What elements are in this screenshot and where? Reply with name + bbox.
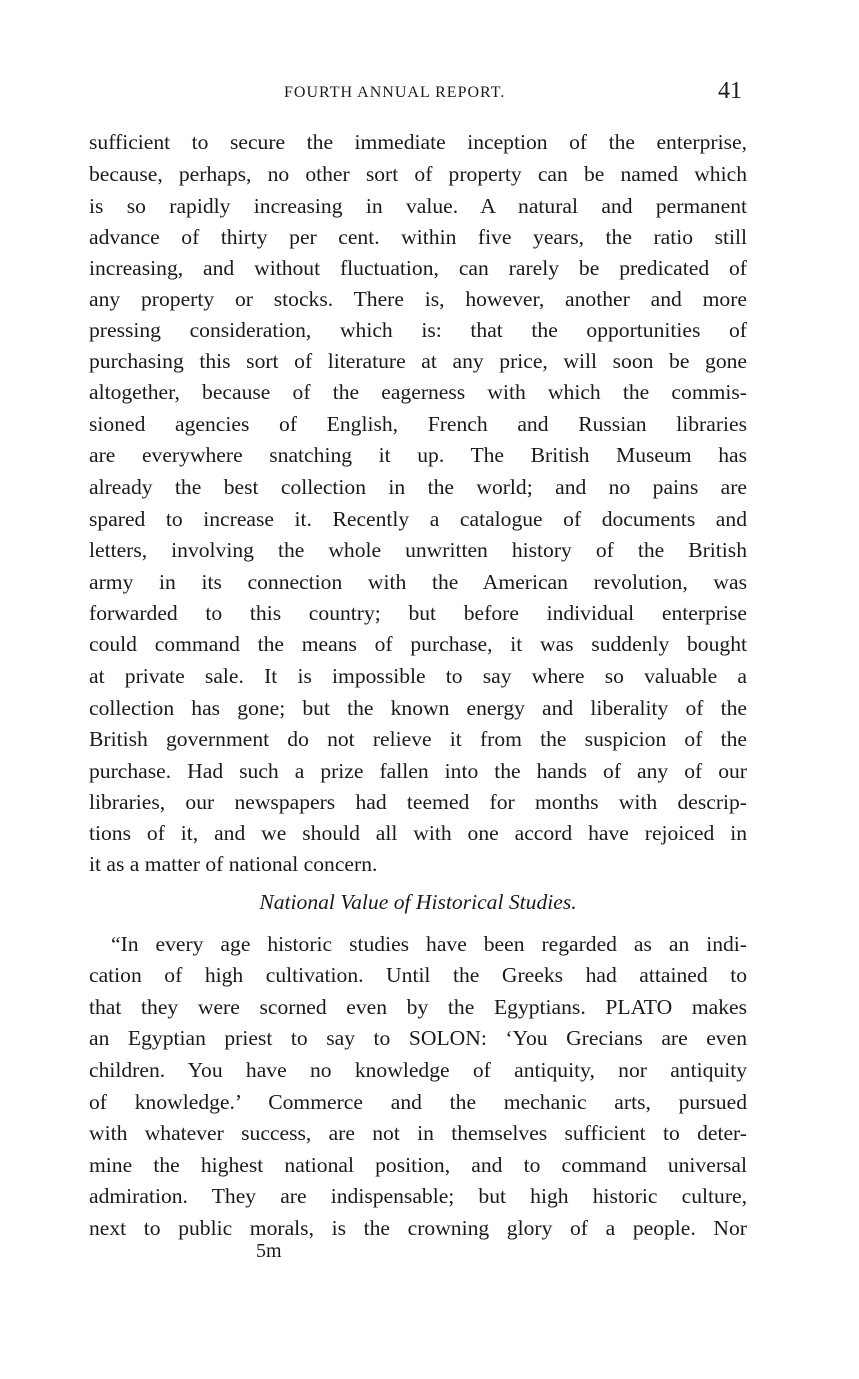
text-line: “In every age historic studies have been regarded as an indi- <box>111 932 747 956</box>
text-line: next to public morals, is the crowning glory of a people. Nor <box>89 1216 747 1240</box>
text-line: already the best collection in the world; and no pains are <box>89 475 747 499</box>
text-line: army in its connection with the American revolution, was <box>89 570 747 594</box>
text-line: it as a matter of national concern. <box>89 852 378 876</box>
running-head: FOURTH ANNUAL REPORT. <box>284 84 506 101</box>
text-line: spared to increase it. Recently a catalogue of documents and <box>89 507 747 531</box>
text-line: British government do not relieve it from the suspicion of the <box>89 727 747 751</box>
text-line: an Egyptian priest to say to SOLON: ‘You Grecians are even <box>89 1026 747 1050</box>
text-line: collection has gone; but the known energy and liberality of the <box>89 696 747 720</box>
text-line: that they were scorned even by the Egyptians. PLATO makes <box>89 995 747 1019</box>
text-line: with whatever success, are not in themselves sufficient to deter- <box>89 1121 747 1145</box>
text-line: of knowledge.’ Commerce and the mechanic arts, pursued <box>89 1090 747 1114</box>
text-line: cation of high cultivation. Until the Greeks had attained to <box>89 963 747 987</box>
text-line: sufficient to secure the immediate inception of the enterprise, <box>89 130 747 154</box>
text-line: altogether, because of the eagerness with which the commis- <box>89 380 747 404</box>
text-line: forwarded to this country; but before individual enterprise <box>89 601 747 625</box>
text-line: because, perhaps, no other sort of property can be named which <box>89 162 747 186</box>
text-line: admiration. They are indispensable; but high historic culture, <box>89 1184 747 1208</box>
text-line: sioned agencies of English, French and Russian libraries <box>89 412 747 436</box>
text-line: children. You have no knowledge of antiquity, nor antiquity <box>89 1058 747 1082</box>
text-line: advance of thirty per cent. within five years, the ratio still <box>89 225 747 249</box>
text-line: purchasing this sort of literature at any price, will soon be gone <box>89 349 747 373</box>
text-line: pressing consideration, which is: that the opportunities of <box>89 318 747 342</box>
text-line: is so rapidly increasing in value. A natural and permanent <box>89 194 747 218</box>
section-heading: National Value of Historical Studies. <box>259 890 577 914</box>
text-line: libraries, our newspapers had teemed for months with descrip- <box>89 790 747 814</box>
signature-mark: 5m <box>256 1240 282 1262</box>
text-line: mine the highest national position, and to command universal <box>89 1153 747 1177</box>
text-line: at private sale. It is impossible to say where so valuable a <box>89 664 747 688</box>
text-line: tions of it, and we should all with one accord have rejoiced in <box>89 821 747 845</box>
text-line: letters, involving the whole unwritten history of the British <box>89 538 747 562</box>
text-line: could command the means of purchase, it was suddenly bought <box>89 632 747 656</box>
text-line: any property or stocks. There is, however, another and more <box>89 287 747 311</box>
text-line: purchase. Had such a prize fallen into the hands of any of our <box>89 759 747 783</box>
text-line: increasing, and without fluctuation, can rarely be predicated of <box>89 256 747 280</box>
text-line: are everywhere snatching it up. The British Museum has <box>89 443 747 467</box>
page-number: 41 <box>718 78 742 104</box>
